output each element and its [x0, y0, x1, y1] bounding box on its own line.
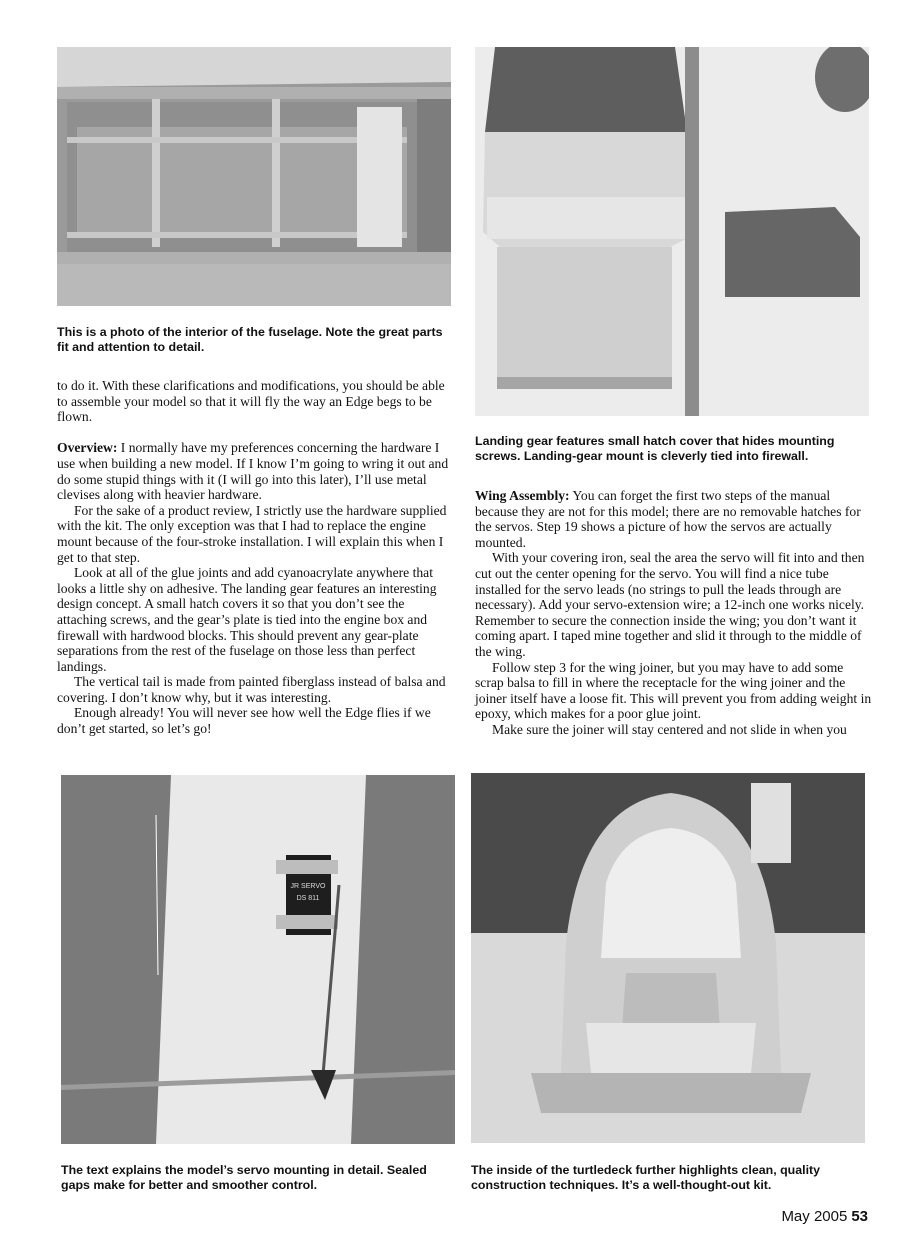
issue-date: May 2005 [781, 1208, 848, 1225]
servo-brand-label: JR SERVO [290, 883, 326, 890]
left-text-column [57, 378, 455, 737]
turtledeck-photo [471, 773, 865, 1143]
right-paragraph-4: Make sure the joiner will stay centered and not slide in when you [492, 721, 847, 737]
left-paragraph-5: The vertical tail is made from painted fiberglass instead of balsa and covering. I don’t know why, but it was interesting. [57, 674, 446, 705]
servo-mount-illustration [61, 775, 455, 1144]
fuselage-caption: This is a photo of the interior of the fuselage. Note the great parts fit and attention to detail. [57, 325, 443, 354]
fuselage-interior-illustration [57, 47, 451, 306]
page-number: 53 [851, 1208, 868, 1225]
right-paragraph-2: With your covering iron, seal the area the servo will fit into and then cut out the center opening for the servo. You will find a nice tube installed for the servo leads (no strings to pull the leads through are necessary). Add your servo-extension wire; a 12-inch one works nicely. Remember to secure the connection inside the wing; you don’t want it coming apart. I taped mine together and slid it through to the middle of the wing. [475, 550, 865, 659]
wing-assembly-paragraph [475, 488, 873, 550]
landing-gear-caption: Landing gear features small hatch cover that hides mounting screws. Landing-gear mount is cleverly tied into firewall. [475, 434, 835, 463]
turtledeck-caption: The inside of the turtledeck further highlights clean, quality construction techniques. It’s a well-thought-out kit. [471, 1163, 821, 1192]
left-paragraph-1: to do it. With these clarifications and modifications, you should be able to assemble your model so that it will fly the way an Edge begs to be flown. [57, 378, 445, 425]
overview-heading: Overview: [57, 440, 118, 456]
servo-mount-photo [61, 775, 455, 1144]
left-paragraph-4: Look at all of the glue joints and add cyanoacrylate anywhere that looks a little shy on adhesive. The landing gear features an interesting design concept. A small hatch covers it so that you don’t see the attaching screws, and the gear’s plate is tied into the engine box and firewall with hardwood blocks. This should prevent any gear-plate separations from the rest of the fuselage on those less than perfect landings. [57, 565, 437, 674]
left-paragraph-6: Enough already! You will never see how well the Edge flies if we don’t get started, so let’s go! [57, 705, 431, 737]
landing-gear-illustration [475, 47, 869, 416]
fuselage-interior-photo [57, 47, 451, 306]
turtledeck-illustration [471, 773, 865, 1143]
servo-caption: The text explains the model’s servo mounting in detail. Sealed gaps make for better and smoother control. [61, 1163, 427, 1192]
overview-text: I normally have my preferences concerning the hardware I use when building a new model. If I know I’m going to wring it out and do some stupid things with it (I will go into this later), I’ll use metal clevises along with heavier hardware. [57, 440, 449, 503]
wing-assembly-heading: Wing Assembly: [475, 488, 570, 503]
right-paragraph-3: Follow step 3 for the wing joiner, but you may have to add some scrap balsa to fill in where the receptacle for the wing joiner and the joiner itself have a loose fit. This will prevent you from adding weight in epoxy, which makes for a poor glue joint. [475, 659, 872, 722]
landing-gear-photo [475, 47, 869, 416]
overview-paragraph [57, 440, 455, 502]
left-paragraph-3: For the sake of a product review, I strictly use the hardware supplied with the kit. The only exception was that I had to replace the engine mount because of the four-stroke installation. I will explain this when I get to that step. [57, 502, 447, 565]
wing-assembly-text: You can forget the first two steps of the manual because they are not for this model; there are no removable hatches for the servos. Step 19 shows a picture of how the servos are actually mounted. [475, 488, 861, 550]
page-footer [781, 1208, 868, 1225]
servo-model-label: DS 811 [296, 895, 320, 902]
right-text-column [475, 488, 873, 738]
